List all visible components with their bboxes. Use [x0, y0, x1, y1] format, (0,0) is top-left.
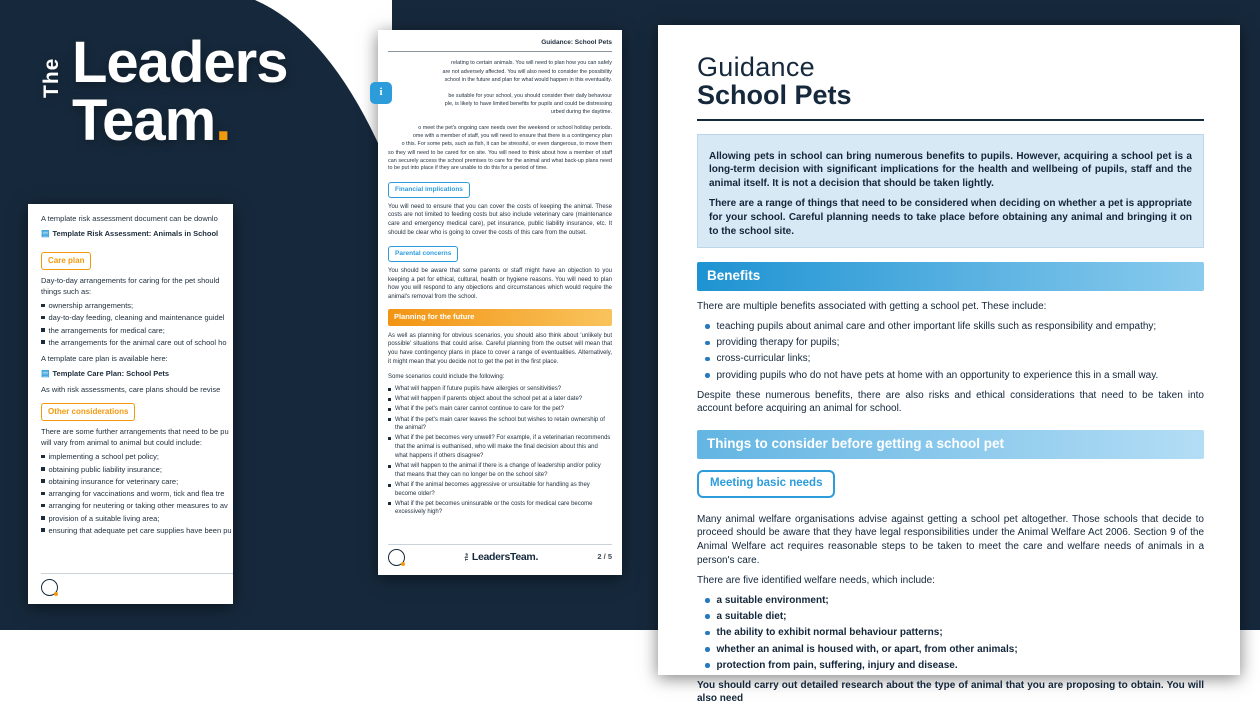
- bullet-text: whether an animal is housed with, or apart, from other animals;: [716, 643, 1018, 655]
- planning-future-header-bar: Planning for the future: [388, 309, 612, 326]
- list-item: [705, 659, 1204, 673]
- care-plan-paragraph-line: Day-to-day arrangements for caring for the pet should: [41, 275, 220, 285]
- footer-brand-leaders: Leaders: [471, 550, 511, 563]
- bullet-icon: [41, 492, 45, 496]
- page-footer: [41, 573, 233, 596]
- bullet-icon: [705, 631, 710, 636]
- list-item: [705, 320, 1204, 334]
- list-item: [705, 626, 1204, 640]
- list-item: [388, 395, 612, 404]
- list-item: [705, 352, 1204, 366]
- clipped-line: be suitable for your school, you should consider their daily behaviour: [448, 92, 612, 99]
- bullet-text: What will happen if parents object about the school pet at a later date?: [395, 396, 583, 403]
- scenario-list: [388, 385, 612, 517]
- list-item: [388, 462, 612, 479]
- bullet-icon: [388, 465, 391, 468]
- scenarios-intro: Some scenarios could include the following:: [388, 374, 505, 381]
- bullet-icon: [705, 357, 710, 362]
- clipped-line: school in the future and plan for what would happen in this eventuality.: [444, 77, 612, 84]
- care-plan-paragraph-line: things such as:: [41, 286, 92, 296]
- bullet-icon: [388, 408, 391, 411]
- footer-brand-the: The: [464, 553, 470, 562]
- footer-wordmark: [464, 550, 538, 565]
- bullet-text: arranging for neutering or taking other measures to av: [48, 501, 228, 511]
- info-icon: i: [370, 82, 392, 104]
- bullet-text: the arrangements for the animal care out of school ho: [48, 337, 227, 347]
- clipped-paragraph: [388, 124, 612, 174]
- list-item: [388, 500, 612, 517]
- front-page-preview: [28, 204, 233, 604]
- back-page-preview: [378, 30, 622, 575]
- template-link-label: Template Risk Assessment: Animals in School: [52, 229, 219, 239]
- bullet-icon: [41, 504, 45, 508]
- clipped-line: relating to certain animals. You will need to plan how you can safely: [451, 60, 612, 67]
- bullet-icon: [705, 614, 710, 619]
- bullet-icon: [41, 479, 45, 483]
- bullet-icon: [41, 455, 45, 459]
- bullet-text: arranging for vaccinations and worm, tick and flea tre: [48, 489, 225, 498]
- bullet-icon: [41, 467, 45, 471]
- brand-logo: [40, 30, 288, 153]
- bullet-text: What if the pet's main carer cannot continue to care for the pet?: [395, 406, 564, 413]
- bullet-text: the arrangements for medical care;: [48, 325, 165, 335]
- list-item: [41, 500, 233, 511]
- list-item: [41, 464, 233, 475]
- bullet-text: providing pupils who do not have pets at home with an opportunity to experience this in a small way.: [716, 369, 1159, 381]
- bullet-icon: [388, 418, 391, 421]
- bullet-text: obtaining public liability insurance;: [48, 464, 162, 474]
- clipped-line: urbed during the daytime.: [550, 109, 612, 116]
- clipped-line: are not adversely affected. You will also need to consider the possibility: [442, 68, 612, 75]
- bullet-icon: [388, 437, 391, 440]
- bullet-text: What will happen to the animal if there is a change of leadership and/or policy that means that they can no longer be on the school site?: [395, 462, 601, 478]
- list-item: [388, 405, 612, 414]
- list-item: [41, 525, 233, 536]
- template-care-plan-link[interactable]: [41, 368, 233, 379]
- bullet-icon: [41, 304, 45, 308]
- list-item: [705, 610, 1204, 624]
- list-item: [388, 481, 612, 498]
- intro-paragraph: Allowing pets in school can bring numerous benefits to pupils. However, acquiring a school pet is a long-term decision with significant implications for the health and wellbeing of pupils, staff and the animal itself. It is not a decision that should be taken lightly.: [709, 150, 1192, 190]
- bullet-icon: [41, 328, 45, 332]
- page-footer: [388, 544, 612, 566]
- bullet-text: ownership arrangements;: [48, 301, 134, 310]
- page-number: 2 / 5: [597, 552, 612, 562]
- other-paragraph-line: will vary from animal to animal but could include:: [41, 438, 202, 447]
- benefits-header-bar: Benefits: [697, 262, 1204, 291]
- brand-team-text: [72, 88, 287, 153]
- document-icon: ▤: [41, 228, 50, 239]
- brand-team-word: Team: [72, 88, 216, 153]
- list-item: [41, 325, 233, 336]
- bullet-icon: [705, 598, 710, 603]
- planning-paragraph: As well as planning for obvious scenarios, you should also think about 'unlikely but possible' situations that could arise. Careful planning from the outset will mean that you have contingency plans in place to cover a range of eventualities. Alternatively, it might mean that you decide not to get the pet in the first place.: [388, 332, 612, 365]
- bullet-icon: [41, 516, 45, 520]
- meeting-basic-needs-label: Meeting basic needs: [697, 470, 835, 498]
- care-plan-label: Care plan: [41, 252, 91, 270]
- financial-implications-label: Financial implications: [388, 182, 470, 197]
- list-item: [41, 476, 233, 487]
- research-paragraph: You should carry out detailed research about the type of animal that you are proposing to obtain. You will also need: [697, 679, 1204, 705]
- bullet-icon: [705, 341, 710, 346]
- clipped-paragraph: [388, 59, 612, 84]
- considerations-header-bar: Things to consider before getting a school pet: [697, 430, 1204, 459]
- list-item: [388, 416, 612, 433]
- bullet-text: What if the pet becomes very unwell? For example, if a veterinarian recommends that the animal is euthanised, who will make the final decision about this and what happens if others disagree?: [395, 435, 611, 459]
- parental-paragraph: You should be aware that some parents or staff might have an objection to you keeping a pet for ethical, cultural, health or hygiene reasons. You will need to plan how you will respond to any objections and circumstances which would require the animal's removal from the school.: [388, 267, 612, 300]
- bullet-text: day-to-day feeding, cleaning and maintenance guidel: [48, 313, 225, 323]
- list-item: [705, 369, 1204, 383]
- clipped-line: ple, is likely to have limited benefits for pupils and could be distressing: [444, 100, 612, 107]
- bullet-text: cross-curricular links;: [716, 353, 811, 365]
- document-icon: ▤: [41, 368, 50, 379]
- bullet-text: What will happen if future pupils have allergies or sensitivities?: [395, 385, 562, 392]
- bullet-icon: [705, 647, 710, 652]
- page-title: School Pets: [697, 80, 852, 111]
- bullet-icon: [41, 528, 45, 532]
- bullet-text: a suitable diet;: [716, 610, 787, 622]
- bullet-text: What if the pet becomes uninsurable or the costs for medical care become excessively high?: [395, 500, 593, 516]
- leaders-team-badge-icon: [41, 579, 58, 596]
- bullet-text: provision of a suitable living area;: [48, 513, 160, 523]
- list-item: [41, 513, 233, 524]
- clipped-line: o this. For some pets, such as fish, it can be stressful, or even dangerous, to move them: [401, 141, 612, 148]
- list-item: [41, 300, 233, 311]
- footer-brand-team: Team: [510, 550, 536, 563]
- basic-needs-paragraph: Many animal welfare organisations advise against getting a school pet altogether. Those schools that decide to proceed should be aware that they have legal responsibilities under the Animal Welfare Act 2006. Section 9 of the Animal Welfare act requires reasonable steps to be taken to meet the care and welfare needs of animals in a person's care.: [697, 513, 1204, 567]
- welfare-needs-list: [697, 594, 1204, 673]
- list-item: [41, 337, 233, 348]
- list-item: [41, 488, 233, 499]
- title-divider: [697, 119, 1204, 121]
- brand-dot: .: [215, 88, 231, 153]
- bullet-text: teaching pupils about animal care and other important life skills such as responsibility and empathy;: [716, 320, 1157, 332]
- other-paragraph-line: There are some further arrangements that need to be pu: [41, 426, 229, 436]
- bullet-icon: [705, 373, 710, 378]
- intro-paragraph: There are a range of things that need to be considered when deciding on whether a pet is appropriate for your school. Careful planning needs to take place before obtaining any animal and bringing it on to the school site.: [709, 198, 1192, 237]
- list-item: [388, 385, 612, 394]
- list-item: [388, 434, 612, 460]
- list-item: [41, 451, 233, 462]
- bullet-text: What if the animal becomes aggressive or unsuitable for handling as they become older?: [395, 481, 590, 497]
- list-item: [705, 594, 1204, 608]
- bullet-icon: [41, 340, 45, 344]
- bullet-text: ensuring that adequate pet care supplies have been pu: [48, 525, 232, 535]
- benefits-outro: Despite these numerous benefits, there are also risks and ethical considerations that need to be taken into account before acquiring an animal for school.: [697, 389, 1204, 415]
- parental-concerns-label: Parental concerns: [388, 246, 458, 261]
- bullet-text: What if the pet's main carer leaves the school but wishes to retain ownership of the animal?: [395, 416, 605, 432]
- list-item: [705, 643, 1204, 657]
- bullet-text: obtaining insurance for veterinary care;: [48, 476, 179, 486]
- risk-assessment-intro: A template risk assessment document can be downlo: [41, 214, 218, 223]
- bullet-icon: [705, 663, 710, 668]
- bullet-icon: [41, 316, 45, 320]
- leaders-team-badge-icon: [388, 549, 405, 566]
- bullet-text: implementing a school pet policy;: [48, 452, 159, 462]
- benefits-intro: There are multiple benefits associated with getting a school pet. These include:: [697, 301, 1047, 313]
- bullet-icon: [705, 324, 710, 329]
- brand-the-text: The: [40, 57, 63, 98]
- guidance-running-header: Guidance: School Pets: [388, 38, 612, 52]
- list-item: [705, 336, 1204, 350]
- bullet-text: protection from pain, suffering, injury and disease.: [716, 659, 958, 671]
- bullet-icon: [388, 502, 391, 505]
- intro-callout-box: [697, 134, 1204, 249]
- clipped-paragraph: [388, 92, 612, 117]
- brand-wordmark: [72, 30, 288, 153]
- financial-paragraph: You will need to ensure that you can cover the costs of keeping the animal. These costs are not limited to feeding costs but also include veterinary care (maintenance care and emergency medical care), pet insurance, public liability insurance, etc. It should be clear who is going to cover the costs of this care from the outset.: [388, 203, 612, 236]
- bullet-text: the ability to exhibit normal behaviour patterns;: [716, 627, 943, 639]
- care-template-text: A template care plan is available here:: [41, 354, 168, 363]
- bullet-icon: [388, 484, 391, 487]
- bullet-text: providing therapy for pupils;: [716, 337, 840, 349]
- bullet-icon: [388, 398, 391, 401]
- footer-brand-dot: .: [535, 550, 539, 563]
- bullet-icon: [388, 388, 391, 391]
- welfare-intro: There are five identified welfare needs, which include:: [697, 574, 935, 586]
- list-item: [41, 312, 233, 323]
- template-risk-assessment-link[interactable]: [41, 228, 233, 239]
- document-type-heading: Guidance: [697, 52, 815, 82]
- template-link-label: Template Care Plan: School Pets: [52, 369, 170, 379]
- bullet-text: a suitable environment;: [716, 594, 829, 606]
- revision-note: As with risk assessments, care plans should be revise: [41, 384, 221, 394]
- main-page-preview: [658, 25, 1240, 705]
- clipped-line: ome with a member of staff, you will need to ensure that there is a contingency plan: [412, 133, 612, 140]
- brand-leaders-text: Leaders: [72, 30, 288, 95]
- clipped-line: o meet the pet's ongoing care needs over the weekend or school holiday periods.: [418, 124, 612, 131]
- other-considerations-label: Other considerations: [41, 403, 135, 421]
- paragraph: so they will need to be cared for on site. You will need to think about how a member of staff can securely access the school premises to care for the animal and what back-up plans need to be put into place if they are unable to do this for a period of time.: [388, 149, 612, 172]
- benefits-list: [697, 320, 1204, 383]
